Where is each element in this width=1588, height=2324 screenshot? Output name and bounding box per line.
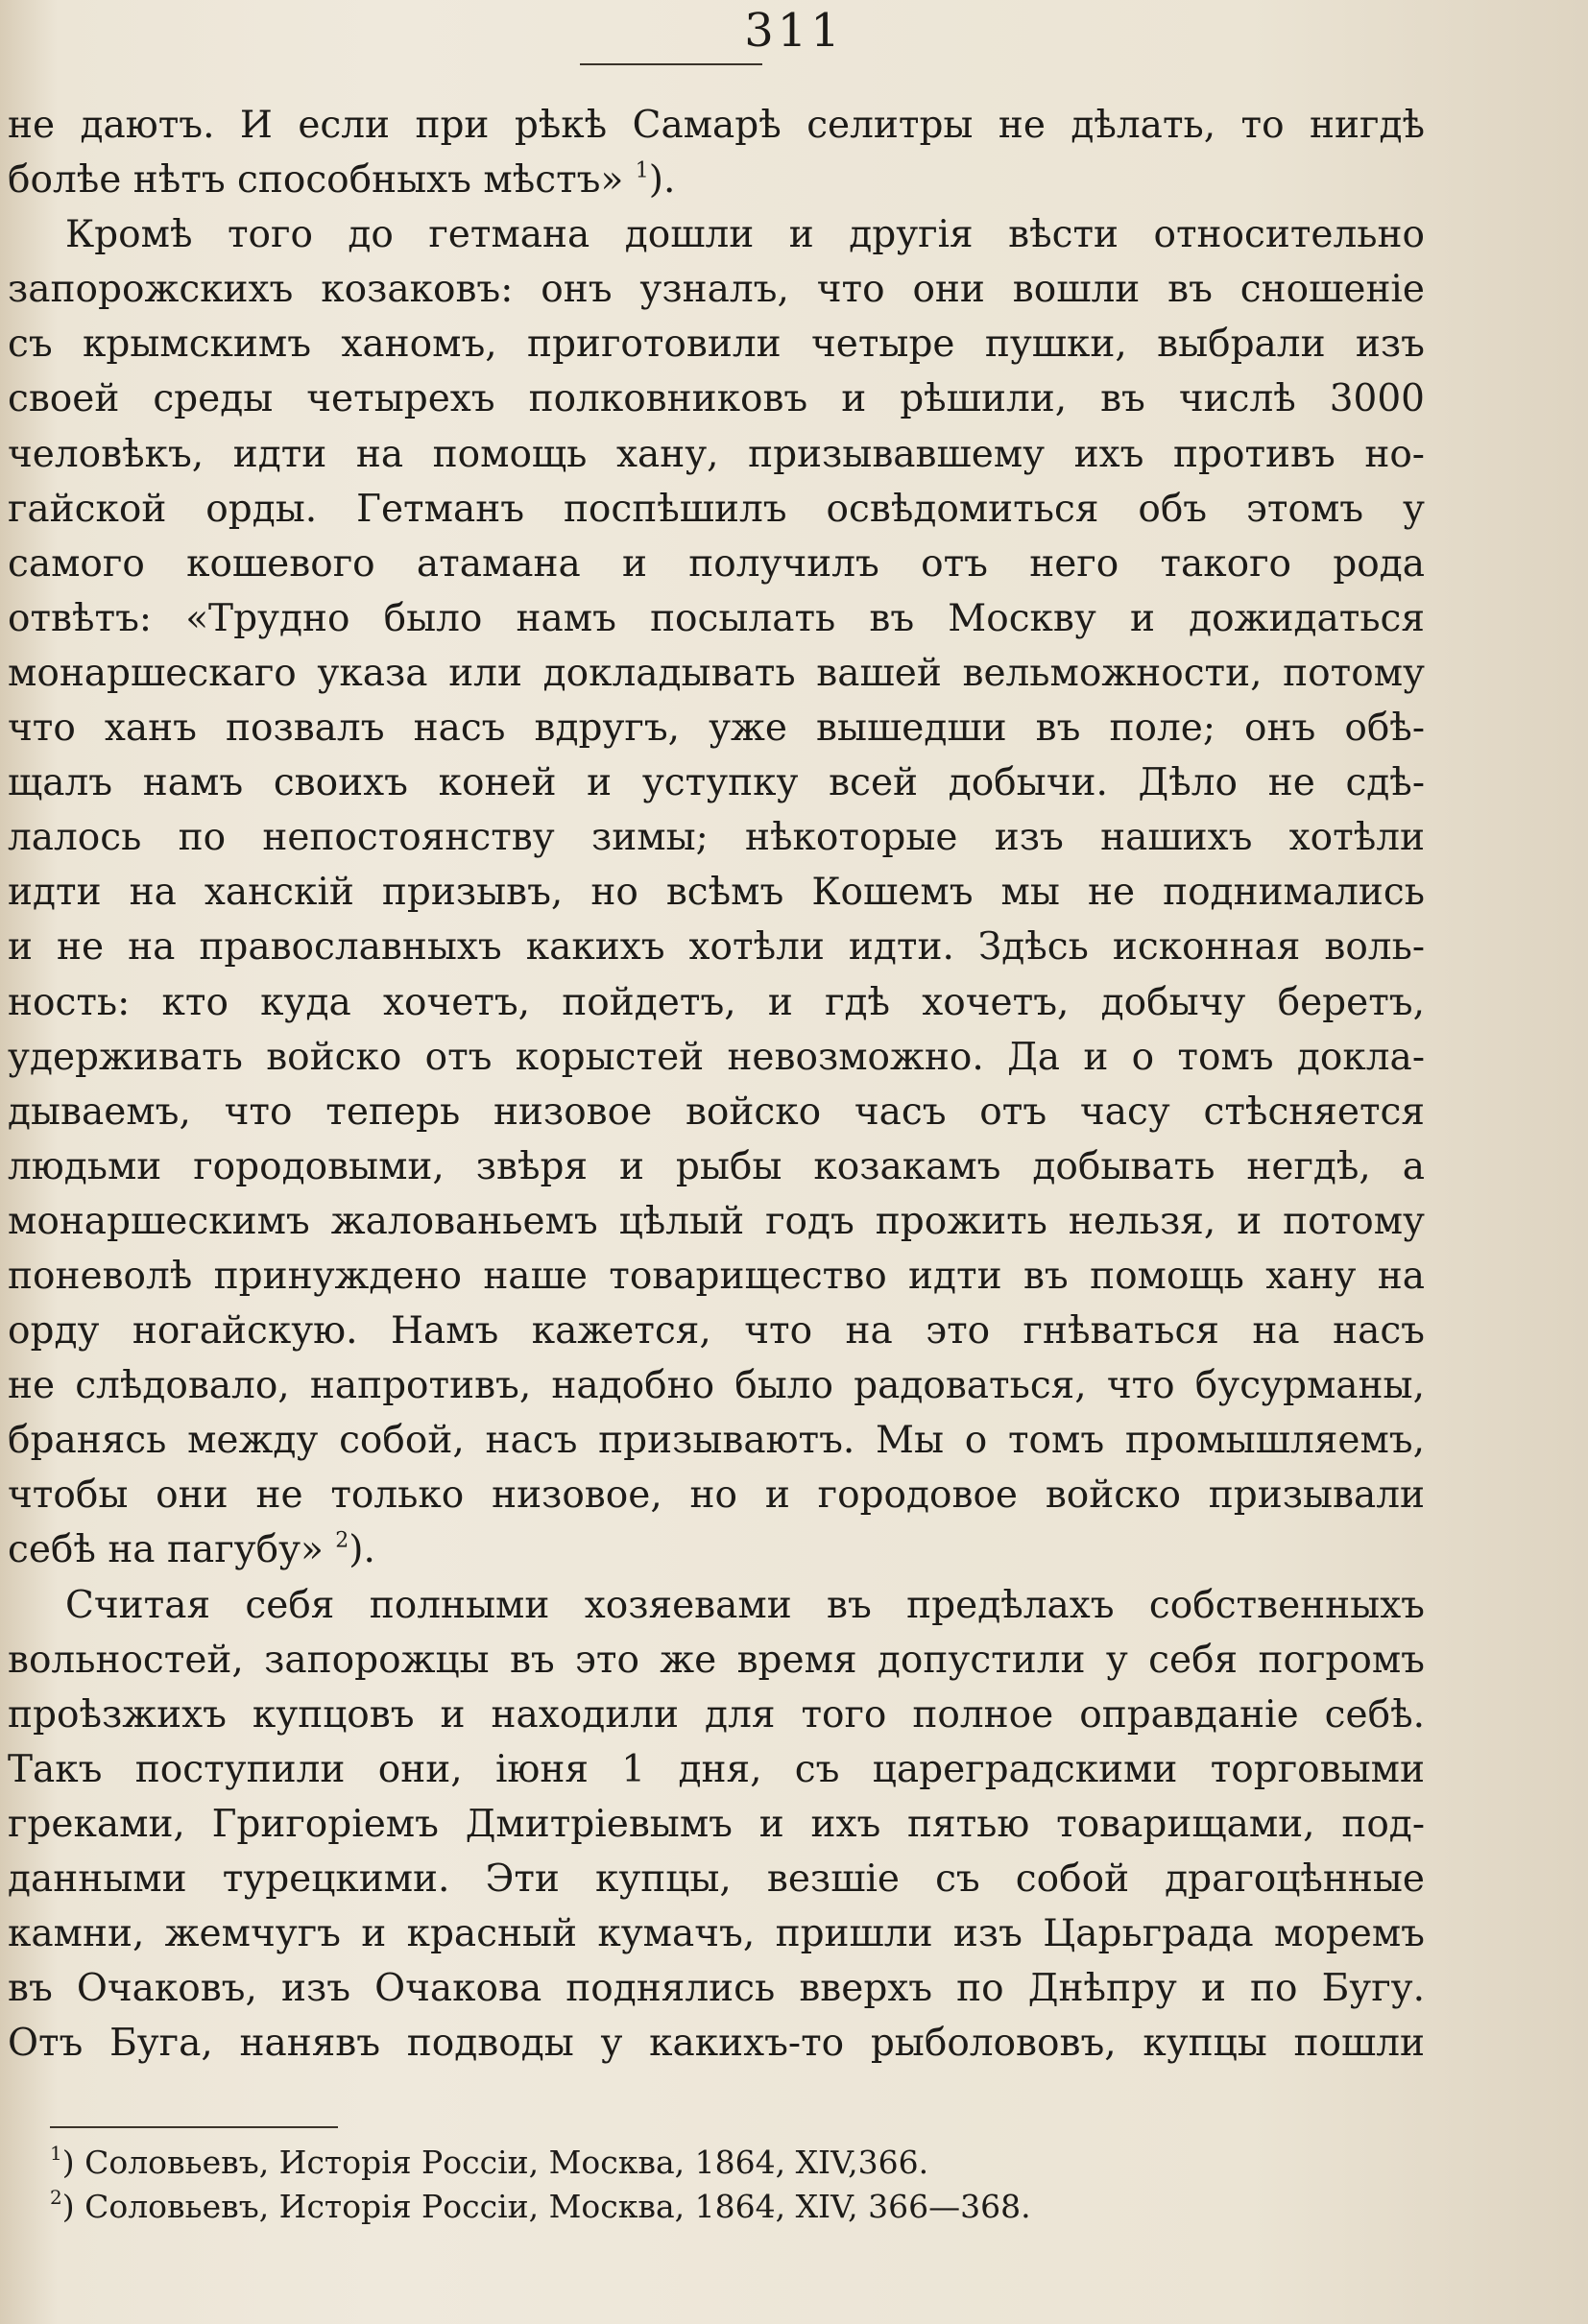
text-line-content: лалось по непостоянству зимы; нѣкоторые изъ нашихъ хотѣли [8,816,1425,860]
text-line [8,2016,1425,2071]
text-line [8,427,1425,482]
text-line-content: запорожскихъ козаковъ: онъ узналъ, что они вошли въ сношеніе [8,268,1425,312]
text-line-content: монаршескимъ жалованьемъ цѣлый годъ прожить нельзя, и потому [8,1199,1425,1243]
text-line-content: своей среды четырехъ полковниковъ и рѣшили, въ числѣ 3000 [8,377,1425,421]
text-line [8,1797,1425,1852]
text-line-content: вольностей, запорожцы въ это же время допустили у себя погромъ [8,1638,1425,1682]
text-line [8,1139,1425,1194]
text-line [8,1961,1425,2016]
text-line [8,207,1425,262]
text-line-content: ность: кто куда хочетъ, пойдетъ, и гдѣ хочетъ, добычу беретъ, [8,980,1425,1024]
text-line [8,1249,1425,1304]
footnote [50,2141,1298,2185]
text-line-content: Считая себя полными хозяевами въ предѣлахъ собственныхъ [65,1583,1425,1627]
text-line-content: болѣе нѣтъ способныхъ мѣстъ» [8,158,624,203]
text-line-content: гайской орды. Гетманъ поспѣшилъ освѣдомиться объ этомъ у [8,487,1425,531]
footnote-ref-tail: ). [648,158,676,203]
text-line [8,153,1425,207]
footnotes [50,2141,1298,2229]
text-line-content: не даютъ. И если при рѣкѣ Самарѣ селитры не дѣлать, то нигдѣ [8,104,1425,147]
text-line [8,1085,1425,1139]
text-line [8,98,1425,153]
text-line-content: удерживать войско отъ корыстей невозможно. Да и о томъ докла- [8,1035,1425,1079]
text-line [8,1688,1425,1742]
page-number: 311 [744,4,844,58]
text-line-content: поневолѣ принуждено наше товарищество идти въ помощь хану на [8,1254,1425,1298]
footnote-text: ) Соловьевъ, Исторія Россіи, Москва, 1864, XIV,366. [61,2144,929,2181]
body-text [8,98,1425,2071]
text-line [8,646,1425,701]
text-line-content: самого кошевого атамана и получилъ отъ него такого рода [8,541,1425,586]
text-line-content: себѣ на пагубу» [8,1528,324,1572]
footnote-ref-tail: ). [349,1528,375,1572]
text-line [8,482,1425,537]
footnote-ref: 2 [335,1529,349,1554]
text-line [8,755,1425,810]
text-line [8,1194,1425,1249]
text-line-content: орду ногайскую. Намъ кажется, что на это гнѣваться на насъ [8,1309,1425,1354]
text-line [8,1304,1425,1358]
text-line-content: проѣзжихъ купцовъ и находили для того полное оправданіе себѣ. [8,1692,1425,1737]
text-line [8,1358,1425,1413]
footnote-marker: 1 [50,2142,62,2165]
text-line-content: монаршескаго указа или докладывать вашей вельможности, потому [8,651,1425,695]
text-line-content: людьми городовыми, звѣря и рыбы козакамъ добывать негдѣ, а [8,1144,1425,1188]
text-line [8,920,1425,974]
text-line [8,262,1425,317]
text-line [8,1030,1425,1085]
text-line [8,537,1425,591]
text-line [8,1906,1425,1961]
text-line [8,1633,1425,1688]
text-line-content: Кромѣ того до гетмана дошли и другія вѣсти относительно [65,213,1425,257]
text-line [8,1852,1425,1906]
text-line [8,975,1425,1030]
text-line-content: Отъ Буга, нанявъ подводы у какихъ-то рыболововъ, купцы пошли [8,2022,1425,2066]
text-line [8,1578,1425,1633]
text-line-content: Такъ поступили они, іюня 1 дня, съ цареградскими торговыми [8,1747,1425,1791]
text-line [8,1468,1425,1522]
text-line [8,371,1425,426]
footnote [50,2185,1298,2229]
text-line-content: щалъ намъ своихъ коней и уступку всей добычи. Дѣло не сдѣ- [8,761,1425,805]
text-line [8,1413,1425,1468]
text-line-content: дываемъ, что теперь низовое войско часъ отъ часу стѣсняется [8,1090,1425,1134]
text-line-content: не слѣдовало, напротивъ, надобно было радоваться, что бусурманы, [8,1364,1425,1408]
header-rule [580,63,762,65]
text-line [8,1522,1425,1577]
footnote-rule [50,2126,338,2128]
footnote-text: ) Соловьевъ, Исторія Россіи, Москва, 1864, XIV, 366—368. [61,2188,1031,2225]
text-line [8,701,1425,755]
text-line-content: что ханъ позвалъ насъ вдругъ, уже вышедши въ поле; онъ обѣ- [8,707,1425,751]
text-line-content: въ Очаковъ, изъ Очакова поднялись вверхъ по Днѣпру и по Бугу. [8,1967,1425,2011]
text-line [8,810,1425,865]
text-line-content: идти на ханскій призывъ, но всѣмъ Кошемъ мы не поднимались [8,871,1425,915]
text-line [8,1742,1425,1797]
text-line-content: чтобы они не только низовое, но и городовое войско призывали [8,1473,1425,1518]
footnote-ref: 1 [635,158,649,183]
text-line-content: бранясь между собой, насъ призываютъ. Мы о томъ промышляемъ, [8,1419,1425,1463]
text-line [8,865,1425,920]
text-line-content: камни, жемчугъ и красный кумачъ, пришли изъ Царьграда моремъ [8,1912,1425,1956]
text-line [8,317,1425,371]
text-line-content: человѣкъ, идти на помощь хану, призывавшему ихъ противъ но- [8,432,1425,476]
text-line [8,591,1425,646]
footnote-marker: 2 [50,2186,62,2209]
text-line-content: отвѣтъ: «Трудно было намъ посылать въ Москву и дожидаться [8,596,1425,640]
text-line-content: греками, Григоріемъ Дмитріевымъ и ихъ пятью товарищами, под- [8,1802,1425,1846]
text-line-content: и не на православныхъ какихъ хотѣли идти. Здѣсь исконная воль- [8,925,1425,970]
text-line-content: данными турецкими. Эти купцы, везшіе съ собой драгоцѣнные [8,1857,1425,1901]
text-line-content: съ крымскимъ ханомъ, приготовили четыре пушки, выбрали изъ [8,323,1425,367]
